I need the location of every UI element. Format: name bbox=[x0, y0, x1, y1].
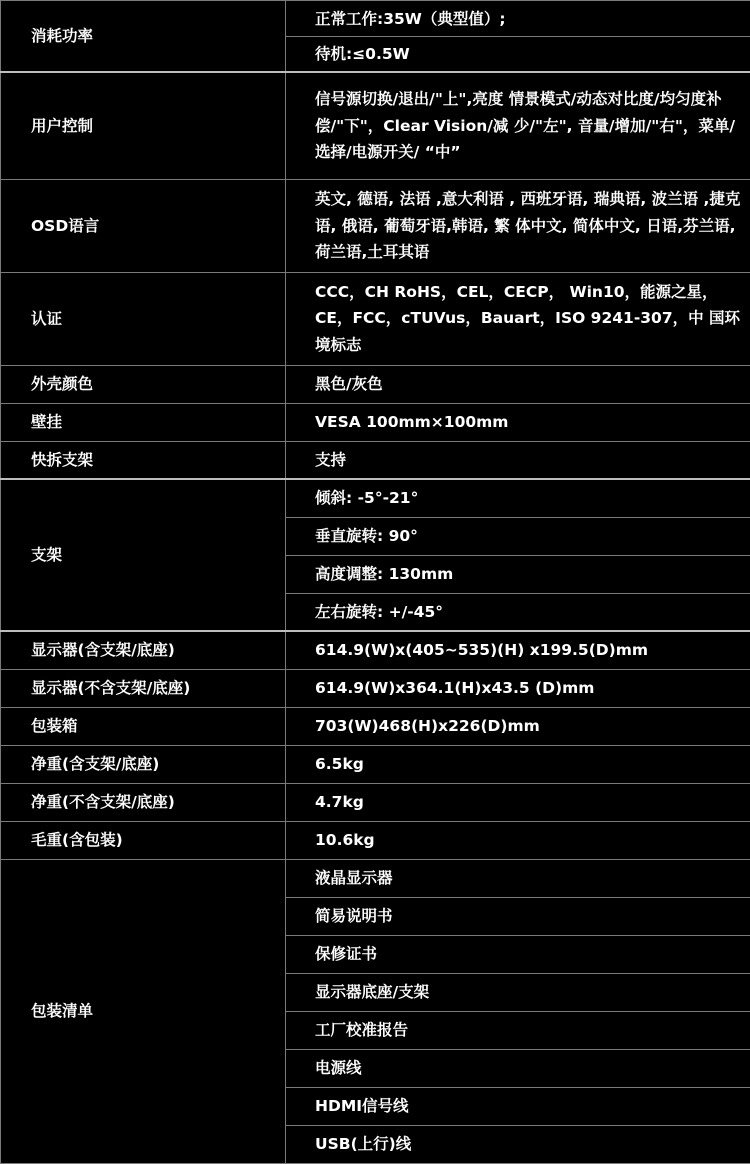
spec-value-stand-height: 高度调整: 130mm bbox=[286, 555, 750, 593]
spec-label-package-box: 包装箱 bbox=[1, 707, 286, 745]
spec-label-gross-weight: 毛重(含包装) bbox=[1, 821, 286, 859]
spec-label-net-weight-without-stand: 净重(不含支架/底座) bbox=[1, 783, 286, 821]
package-item: 工厂校准报告 bbox=[286, 1011, 750, 1049]
spec-value-power-normal: 正常工作:35W（典型值）; bbox=[286, 1, 750, 37]
spec-value-net-weight-without-stand: 4.7kg bbox=[286, 783, 750, 821]
spec-value-osd-language: 英文, 德语, 法语 ,意大利语 , 西班牙语, 瑞典语, 波兰语 ,捷克语, 俄语, 葡萄牙语,韩语, 繁 体中文, 简体中文, 日语,芬兰语,荷兰语,土耳其语 bbox=[286, 180, 750, 273]
spec-value-stand-tilt: 倾斜: -5°-21° bbox=[286, 479, 750, 517]
spec-value-wall-mount: VESA 100mm×100mm bbox=[286, 403, 750, 441]
spec-label-package-contents: 包装清单 bbox=[1, 859, 286, 1163]
spec-value-quick-release: 支持 bbox=[286, 441, 750, 479]
spec-value-power-standby: 待机:≤0.5W bbox=[286, 37, 750, 72]
spec-label-stand: 支架 bbox=[1, 479, 286, 631]
spec-value-color: 黑色/灰色 bbox=[286, 365, 750, 403]
spec-label-color: 外壳颜色 bbox=[1, 365, 286, 403]
spec-value-stand-pivot: 垂直旋转: 90° bbox=[286, 517, 750, 555]
spec-label-user-control: 用户控制 bbox=[1, 72, 286, 180]
spec-label-wall-mount: 壁挂 bbox=[1, 403, 286, 441]
spec-value-dimensions-with-stand: 614.9(W)x(405~535)(H) x199.5(D)mm bbox=[286, 631, 750, 669]
spec-label-osd-language: OSD语言 bbox=[1, 180, 286, 273]
spec-value-certification: CCC，CH RoHS，CEL，CECP， Win10，能源之星，CE，FCC，cTUVus，Bauart，ISO 9241-307，中 国环境标志 bbox=[286, 272, 750, 365]
package-item: 显示器底座/支架 bbox=[286, 973, 750, 1011]
spec-label-dimensions-with-stand: 显示器(含支架/底座) bbox=[1, 631, 286, 669]
package-item: HDMI信号线 bbox=[286, 1087, 750, 1125]
spec-label-power: 消耗功率 bbox=[1, 1, 286, 72]
package-item: 保修证书 bbox=[286, 935, 750, 973]
spec-value-user-control: 信号源切换/退出/"上",亮度 情景模式/动态对比度/均匀度补偿/"下"，Clear Vision/减 少/"左", 音量/增加/"右"，菜单/选择/电源开关/ “中” bbox=[286, 72, 750, 180]
spec-value-stand-swivel: 左右旋转: +/-45° bbox=[286, 593, 750, 631]
spec-value-dimensions-without-stand: 614.9(W)x364.1(H)x43.5 (D)mm bbox=[286, 669, 750, 707]
package-item: 电源线 bbox=[286, 1049, 750, 1087]
package-item: USB(上行)线 bbox=[286, 1125, 750, 1163]
spec-value-package-box: 703(W)468(H)x226(D)mm bbox=[286, 707, 750, 745]
spec-label-net-weight-with-stand: 净重(含支架/底座) bbox=[1, 745, 286, 783]
spec-value-net-weight-with-stand: 6.5kg bbox=[286, 745, 750, 783]
spec-label-quick-release: 快拆支架 bbox=[1, 441, 286, 479]
package-item: 液晶显示器 bbox=[286, 859, 750, 897]
spec-label-dimensions-without-stand: 显示器(不含支架/底座) bbox=[1, 669, 286, 707]
spec-label-certification: 认证 bbox=[1, 272, 286, 365]
spec-value-gross-weight: 10.6kg bbox=[286, 821, 750, 859]
package-item: 简易说明书 bbox=[286, 897, 750, 935]
